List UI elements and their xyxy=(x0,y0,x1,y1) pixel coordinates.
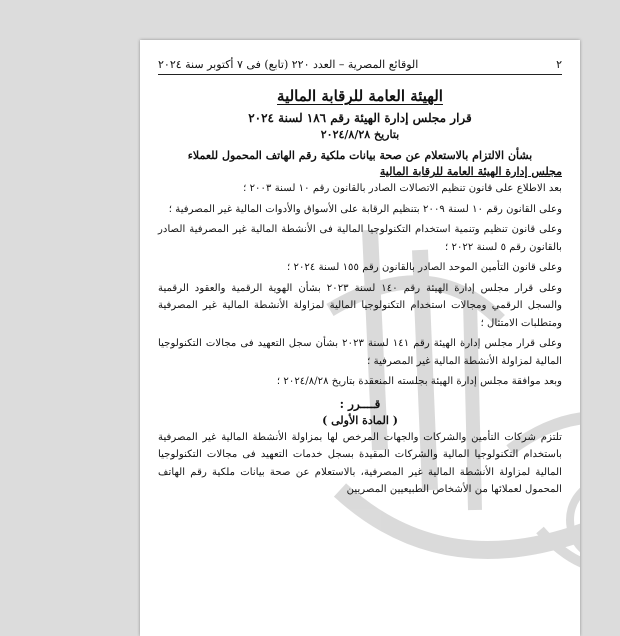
preamble-paragraph: وعلى قرار مجلس إدارة الهيئة رقم ١٤١ لسنة ٢٠٢٣ بشأن سجل التعهيد فى مجالات التكنولوجيا المالية لمزاولة الأنشطة المالية غير المصرفية ؛ xyxy=(158,338,562,367)
preamble-paragraph: وعلى قرار مجلس إدارة الهيئة رقم ١٤٠ لسنة ٢٠٢٣ بشأن الهوية الرقمية والعقود الرقمية والسجل الرقمي ومجالات استخدام التكنولوجيا المالية لمزاولة الأنشطة المالية غير المصرفية ومتطلبات الامتثال ؛ xyxy=(158,282,562,329)
decree-date: بتاريخ ٢٠٢٤/٨/٢٨ xyxy=(320,128,400,141)
council-name: مجلس إدارة الهيئة العامة للرقابة المالية xyxy=(379,165,562,178)
authority-title: الهيئة العامة للرقابة المالية xyxy=(277,87,443,105)
decree-title: قرار مجلس إدارة الهيئة رقم ١٨٦ لسنة ٢٠٢٤ xyxy=(248,111,472,125)
decree-subject: بشأن الالتزام بالاستعلام عن صحة بيانات ملكية رقم الهاتف المحمول للعملاء xyxy=(187,149,533,162)
document-page xyxy=(140,40,580,636)
document-content xyxy=(158,58,562,499)
article-text: تلتزم شركات التأمين والشركات والجهات المرخص لها بمزاولة الأنشطة المالية غير المصرفية باستخدام التكنولوجيا المالية والشركات المقيدة بسجل خدمات التعهيد فى مجالات التكنولوجيا المالية لمزاولة الأنشطة المالية غير المصرفية، بالاستعلام عن صحة بيانات ملكية رقم الهاتف المحمول لعملائها من الأشخاص الطبيعيين المصريين xyxy=(158,431,562,495)
gazette-issue: الوقائع المصرية – العدد ٢٢٠ (تابع) فى ٧ أكتوبر سنة ٢٠٢٤ xyxy=(158,58,419,71)
preamble-paragraph: وبعد موافقة مجلس إدارة الهيئة بجلسته المنعقدة بتاريخ ٢٠٢٤/٨/٢٨ ؛ xyxy=(276,376,562,387)
preamble-paragraph: وعلى قانون التأمين الموحد الصادر بالقانون رقم ١٥٥ لسنة ٢٠٢٤ ؛ xyxy=(286,262,562,273)
preamble-paragraph: وعلى القانون رقم ١٠ لسنة ٢٠٠٩ بتنظيم الرقابة على الأسواق والأدوات المالية غير المصرفية ؛ xyxy=(168,203,562,215)
page-number: ٢ xyxy=(556,58,562,71)
running-head xyxy=(158,58,562,75)
decided-heading: قــــرر : xyxy=(339,396,381,411)
preamble-paragraph: وعلى قانون تنظيم وتنمية استخدام التكنولوجيا المالية فى الأنشطة المالية غير المصرفية الصادر بالقانون رقم ٥ لسنة ٢٠٢٢ ؛ xyxy=(158,224,562,253)
preamble-paragraph: بعد الاطلاع على قانون تنظيم الاتصالات الصادر بالقانون رقم ١٠ لسنة ٢٠٠٣ ؛ xyxy=(243,183,562,194)
article-title: ( المادة الأولى ) xyxy=(322,413,398,427)
